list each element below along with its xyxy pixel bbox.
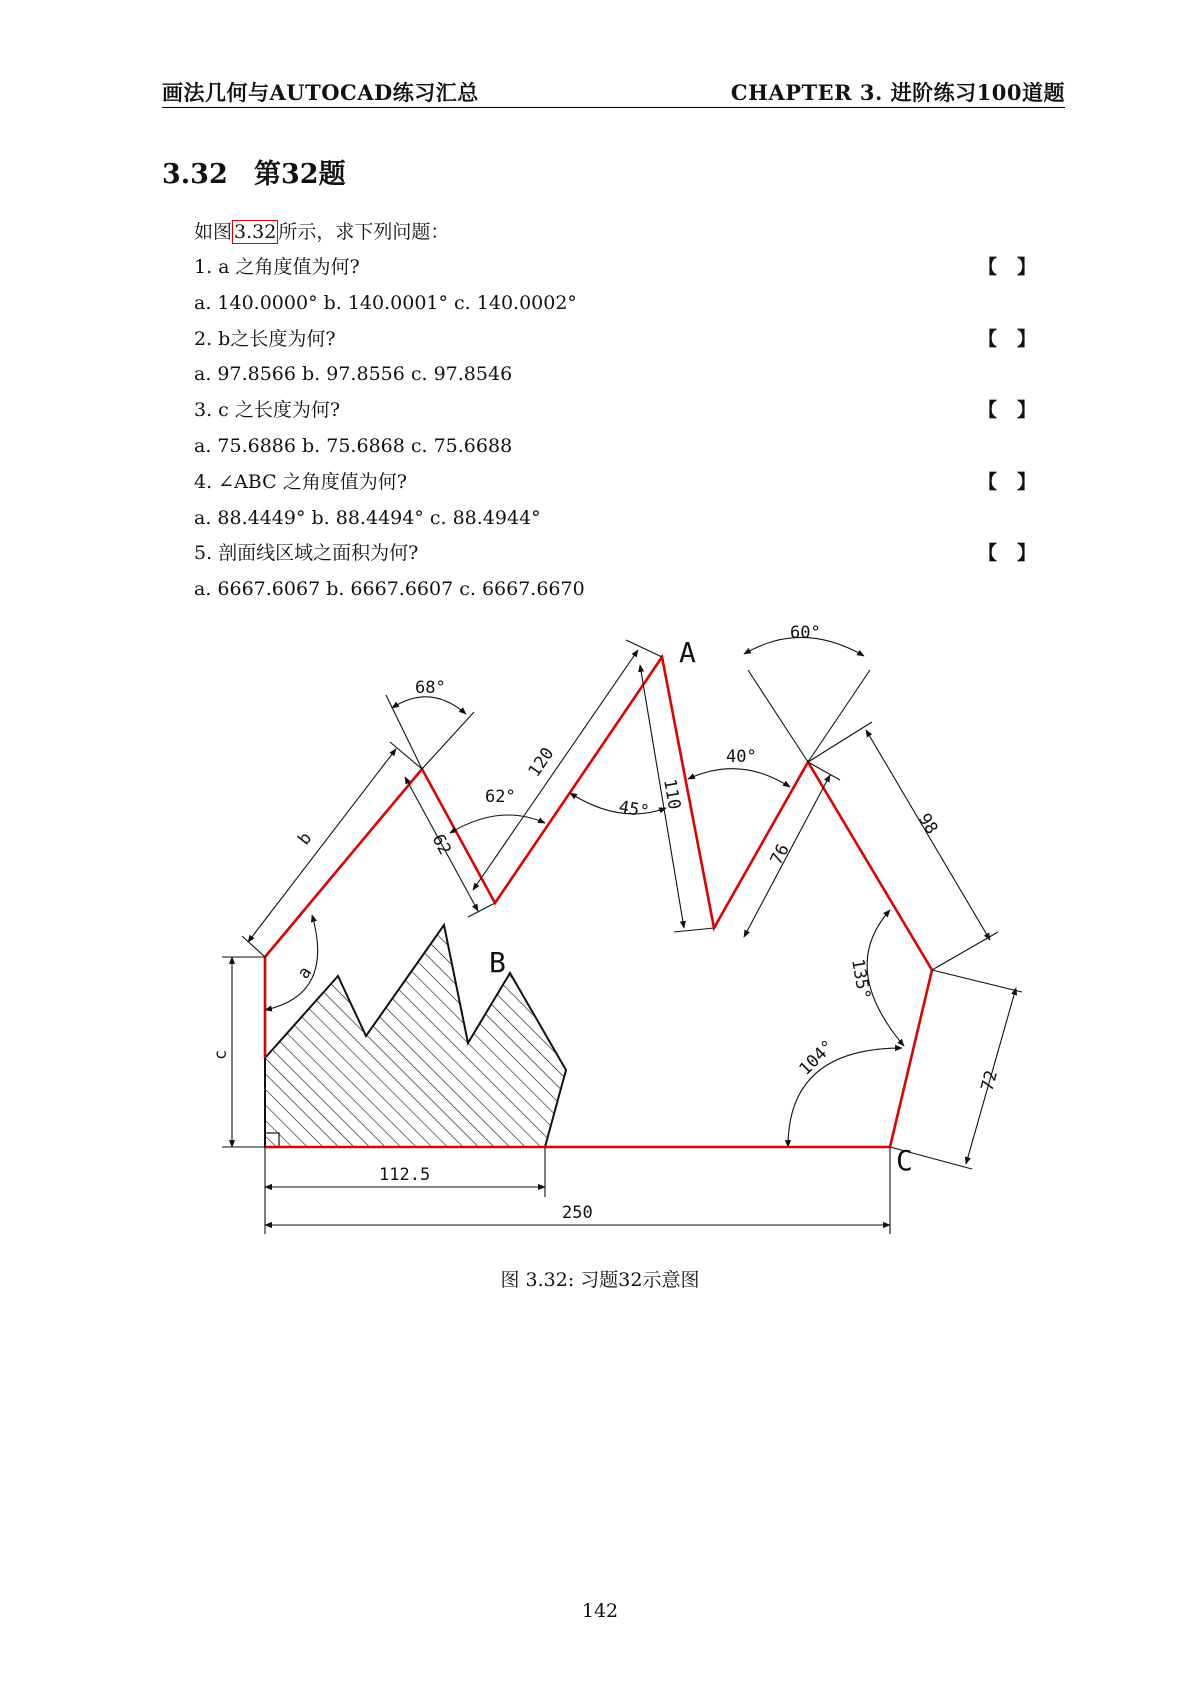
label-point-b: B [489,946,506,979]
question-3-options: a. 75.6886 b. 75.6868 c. 75.6688 [194,434,513,457]
answer-bracket[interactable]: 【】 [977,470,1056,493]
figure-caption: 图 3.32: 习题32示意图 [500,1269,700,1291]
label-point-c: C [896,1144,913,1177]
label-len-b: b [294,828,317,850]
label-len-62: 62 [427,830,455,859]
label-angle-45: 45° [617,797,651,823]
question-prompt: 1. a 之角度值为何? [194,256,360,278]
label-len-72: 72 [977,1068,1003,1094]
b-extension-2 [390,742,422,769]
angle-a-arc [265,915,318,1010]
label-angle-40: 40° [726,747,757,767]
angle-135-arc [867,910,904,1046]
question-list [194,252,1066,610]
len-72-extension-1 [932,970,1022,992]
hatched-region [265,925,566,1147]
question-5 [194,538,1066,574]
question-2 [194,324,1066,360]
len-110-extension [674,928,714,932]
label-angle-a: a [293,963,316,983]
len-62-extension [468,903,495,917]
angle-40-arc [688,769,790,787]
angle-68-arc [392,697,466,714]
section-title: 第32题 [254,159,346,190]
intro-text [194,217,449,244]
intro-before: 如图 [194,221,233,243]
label-len-110: 110 [659,777,685,812]
book-title: 画法几何与AUTOCAD练习汇总 [162,80,479,105]
page-number: 142 [581,1600,619,1622]
label-angle-62: 62° [485,787,516,807]
question-4 [194,467,1066,503]
running-header [162,75,1065,108]
geometry-diagram [0,620,1200,1250]
len-98-extension-1 [808,722,872,762]
question-prompt: 2. b之长度为何? [194,327,336,350]
intro-after: 所示，求下列问题： [278,221,450,243]
question-2-options: a. 97.8566 b. 97.8556 c. 97.8546 [194,363,513,386]
len-120-dimension [473,650,638,890]
question-prompt: 4. ∠ABC 之角度值为何? [194,470,407,493]
figure-reference-link[interactable]: 3.32 [234,221,277,243]
angle-60-ray-2 [808,670,870,762]
answer-bracket[interactable]: 【】 [977,399,1056,422]
angle-68-ray-1 [386,695,422,769]
label-len-112-5: 112.5 [379,1165,431,1185]
label-len-250: 250 [562,1203,593,1223]
label-len-c: c [211,1049,231,1060]
question-5-options: a. 6667.6067 b. 6667.6607 c. 6667.6670 [194,578,585,601]
b-extension-1 [242,936,265,957]
len-120-extension [626,640,662,657]
label-len-120: 120 [524,744,559,781]
label-len-76: 76 [766,840,794,869]
label-point-a: A [679,636,696,669]
question-4-options: a. 88.4449° b. 88.4494° c. 88.4944° [194,506,541,529]
answer-bracket[interactable]: 【】 [977,256,1056,278]
chapter-title: CHAPTER 3. 进阶练习100道题 [730,80,1065,105]
question-prompt: 3. c 之长度为何? [194,399,341,422]
label-angle-104: 104° [795,1036,839,1080]
angle-62-arc [450,815,545,833]
answer-bracket[interactable]: 【】 [977,327,1056,350]
label-angle-60: 60° [790,623,821,643]
question-3 [194,395,1066,431]
label-angle-68: 68° [415,678,446,698]
section-number: 3.32 [162,159,228,190]
question-prompt: 5. 剖面线区域之面积为何? [194,542,419,565]
angle-68-ray-2 [422,712,474,769]
label-len-98: 98 [913,810,942,839]
question-1 [194,252,1066,288]
section-heading [162,152,346,191]
angle-60-ray-1 [748,670,808,762]
question-1-options: a. 140.0000° b. 140.0001° c. 140.0002° [194,291,577,314]
b-dimension-line [248,749,396,942]
label-angle-135: 135° [847,957,874,1002]
answer-bracket[interactable]: 【】 [977,542,1056,565]
